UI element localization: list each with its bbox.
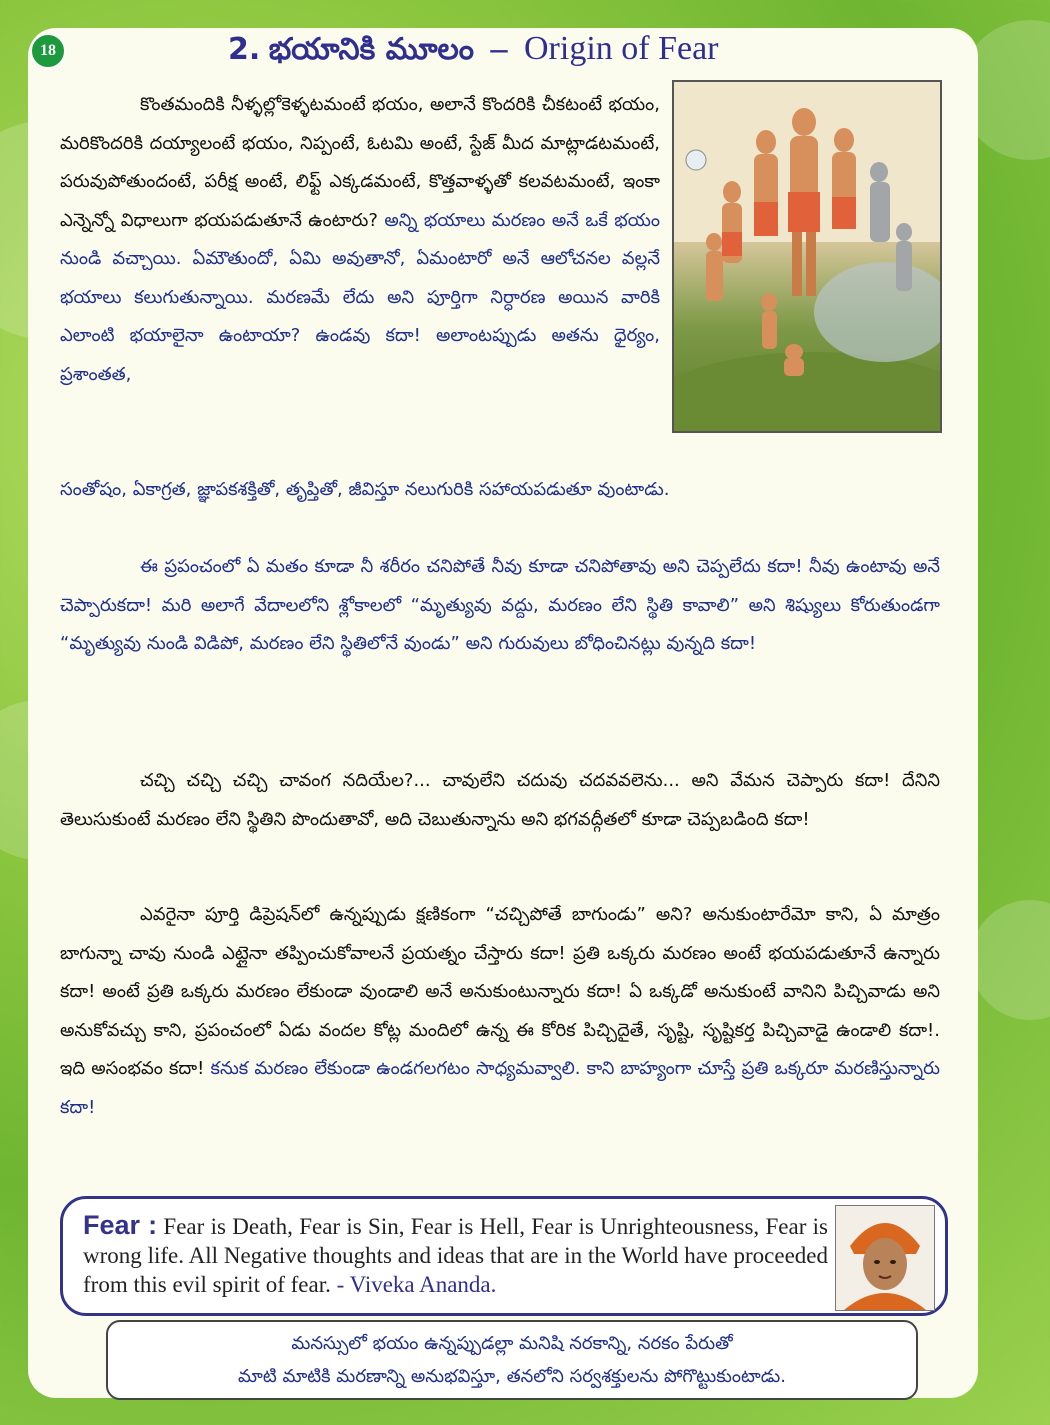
background-bubble xyxy=(970,900,1050,1020)
paragraph-1-tail xyxy=(60,471,940,510)
title-telugu: భయానికి మూలం xyxy=(268,32,474,67)
portrait-icon xyxy=(835,1205,935,1311)
paragraph-2 xyxy=(60,548,940,664)
closing-quote-line-1: మనస్సులో భయం ఉన్నప్పుడల్లా మనిషి నరకాన్ని, నరకం పేరుతో xyxy=(291,1333,733,1354)
page-number: 18 xyxy=(30,33,66,69)
illustration-svg xyxy=(674,82,940,431)
fear-quote-box xyxy=(60,1196,948,1316)
paragraph-3 xyxy=(60,762,940,839)
title-english: Origin of Fear xyxy=(524,30,719,67)
paragraph-4-text: ఎవరైనా పూర్తి డిప్రెషన్‌లో ఉన్నప్పుడు క్షణికంగా “చచ్చిపోతే బాగుండు” అని? అనుకుంటారేమో కాని, ఏ మాత్రం బాగున్నా చావు నుండి ఎట్లైనా తప్పించుకోవాలనే ప్రయత్నం చేస్తారు కదా! ప్రతి ఒక్కరు మరణం అంటే భయపడుతూనే ఉన్నారు కదా! అంటే ప్రతి ఒక్కరు మరణం లేకుండా వుండాలి అనే అనుకుంటున్నారు కదా! ఏ ఒక్కడో అనుకుంటే వానిని పిచ్చివాడు అని అనుకోవచ్చు కాని, ప్రపంచంలో ఏడు వందల కోట్ల మందిలో ఉన్న ఈ కోరిక పిచ్చిదైతే, సృష్టి, సృష్టికర్త పిచ్చివాడై ఉండాలి కదా!. ఇది అసంభవం కదా! xyxy=(60,904,940,1079)
title-dash: – xyxy=(490,30,508,67)
fear-body: Fear is Death, Fear is Sin, Fear is Hell, Fear is Unrighteousness, Fear is wrong life. All Negative thoughts and ideas that are in the World have proceeded from this evil spirit of fear. xyxy=(83,1214,828,1297)
closing-quote xyxy=(106,1320,918,1400)
fear-author: - Viveka Ananda. xyxy=(336,1272,497,1297)
paragraph-1 xyxy=(60,86,660,394)
fear-label: Fear : xyxy=(83,1210,158,1240)
page-title xyxy=(228,30,828,74)
paragraph-3-text: చచ్చి చచ్చి చచ్చి చావంగ నదియేల?... చావులేని చదువు చదవవలెను... అని వేమన చెప్పారు కదా! దేనిని తెలుసుకుంటే మరణం లేని స్థితిని పొందుతావో, అది చెబుతున్నాను అని భగవద్గీతలో కూడా చెప్పబడింది కదా! xyxy=(60,770,940,830)
paragraph-1-text: కొంతమందికి నీళ్ళల్లోకెళ్ళటమంటే భయం, అలానే కొందరికి చీకటంటే భయం, మరికొందరికి దయ్యాలంటే భయం, నిప్పంటే, ఓటమి అంటే, స్టేజ్ మీద మాట్లాడటమంటే, పరువుపోతుందంటే, పరీక్ష అంటే, లిఫ్ట్ ఎక్కడమంటే, కొత్తవాళ్ళతో కలవటమంటే, ఇంకా ఎన్నెన్నో విధాలుగా భయపడుతూనే ఉంటారు? xyxy=(60,94,660,231)
paragraph-2-text: ఈ ప్రపంచంలో ఏ మతం కూడా నీ శరీరం చనిపోతే నీవు కూడా చనిపోతావు అని చెప్పలేదు కదా! నీవు ఉంటావు అనే చెప్పారుకదా! మరి అలాగే వేదాలలోని శ్లోకాలలో “మృత్యువు వద్దు, మరణం లేని స్థితి కావాలి” అని శిష్యులు కోరుతుండగా “మృత్యువు నుండి విడిపో, మరణం లేని స్థితిలోనే వుండు” అని గురువులు బోధించినట్లు వున్నది కదా! xyxy=(60,556,940,654)
portrait-svg xyxy=(836,1206,934,1310)
painting-icon xyxy=(672,80,942,433)
paragraph-4-highlight: కనుక మరణం లేకుండా ఉండగలగటం సాధ్యమవ్వాలి. కాని బాహ్యంగా చూస్తే ప్రతి ఒక్కరూ మరణిస్తున్నారు కదా! xyxy=(60,1058,940,1118)
paragraph-4 xyxy=(60,896,940,1127)
fear-quote-text xyxy=(83,1211,828,1299)
title-number: 2. xyxy=(228,32,261,67)
paragraph-1-tail-text: సంతోషం, ఏకాగ్రత, జ్ఞాపకశక్తితో, తృప్తితో, జీవిస్తూ నలుగురికి సహాయపడుతూ వుంటాడు. xyxy=(60,479,670,500)
closing-quote-line-2: మాటి మాటికి మరణాన్ని అనుభవిస్తూ, తనలోని సర్వశక్తులను పోగొట్టుకుంటాడు. xyxy=(238,1366,786,1387)
paragraph-1-highlight: అన్ని భయాలు మరణం అనే ఒకే భయం నుండి వచ్చాయి. ఏమౌతుందో, ఏమి అవుతానో, ఏమంటారో అనే ఆలోచనల వల్లనే భయాలు కలుగుతున్నాయి. మరణమే లేదు అని పూర్తిగా నిర్ధారణ అయిన వారికి ఎలాంటి భయాలైనా ఉంటాయా? ఉండవు కదా! అలాంటప్పుడు అతను ధైర్యం, ప్రశాంతత, xyxy=(60,209,660,385)
